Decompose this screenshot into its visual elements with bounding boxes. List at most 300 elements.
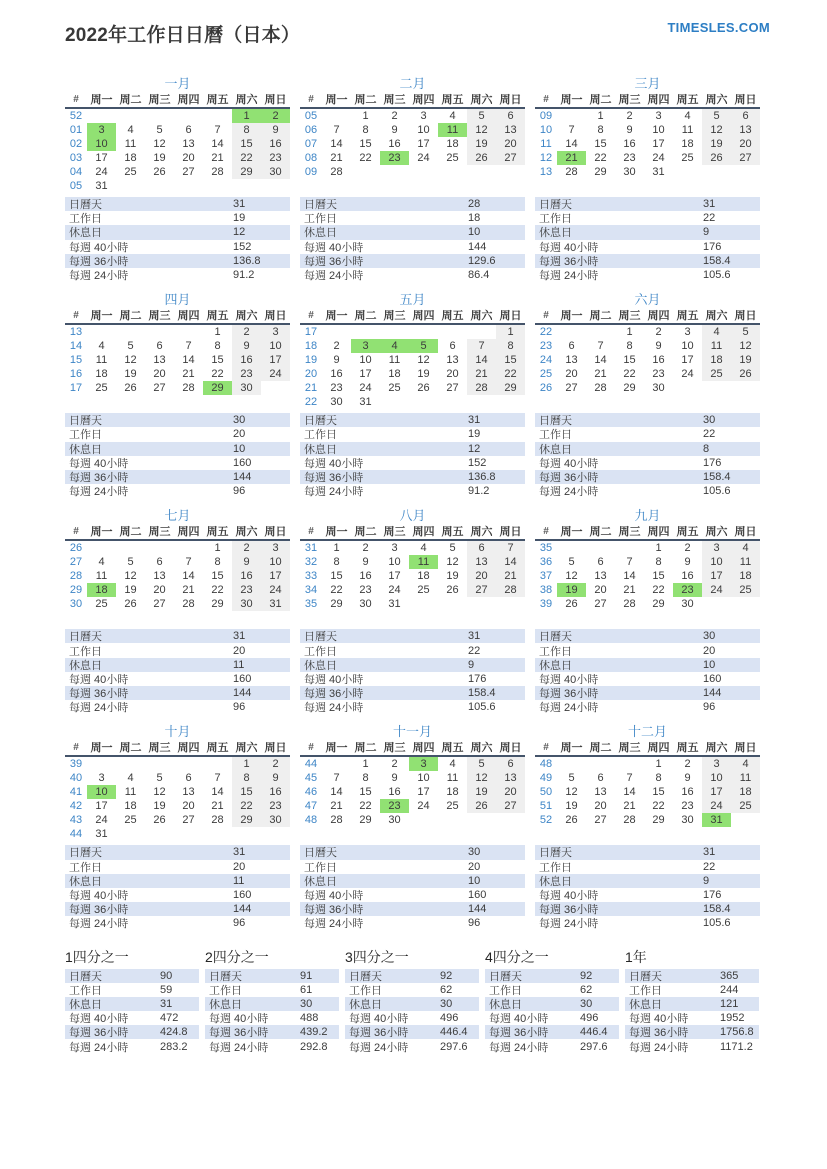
day-cell: 28 <box>496 583 525 597</box>
stat-label: 日曆天 <box>539 199 572 212</box>
stat-row <box>535 211 760 225</box>
weekday-header: 周五 <box>438 91 467 108</box>
stat-value: 19 <box>468 428 481 441</box>
month-block <box>300 505 525 714</box>
stat-label: 每週 40小時 <box>69 241 129 254</box>
day-cell: 10 <box>359 354 372 367</box>
summary-title: 1年 <box>625 948 647 965</box>
day-cell: 21 <box>467 367 496 381</box>
day-cell: 27 <box>153 598 166 611</box>
day-cell: 25 <box>702 367 731 381</box>
day-cell: 31 <box>95 828 108 841</box>
day-cell: 24 <box>702 799 731 813</box>
day-cell: 6 <box>185 772 192 785</box>
day-cell <box>731 381 760 395</box>
week-number: 08 <box>304 152 318 164</box>
stat-label: 每週 40小時 <box>304 241 364 254</box>
day-cell: 9 <box>232 555 261 569</box>
day-cell: 17 <box>417 138 430 150</box>
stat-label: 休息日 <box>209 998 242 1011</box>
day-cell: 16 <box>681 786 694 799</box>
day-cell: 26 <box>467 151 496 165</box>
month-stats-table <box>65 845 290 930</box>
day-cell: 29 <box>330 598 343 611</box>
day-cell <box>174 324 203 339</box>
month-block <box>300 721 525 930</box>
day-cell: 30 <box>232 597 261 611</box>
week-number-column-header: # <box>65 523 87 540</box>
day-cell <box>174 540 203 555</box>
day-cell: 20 <box>731 137 760 151</box>
holiday-day-cell: 23 <box>673 583 702 597</box>
day-cell: 9 <box>684 772 691 785</box>
stat-row <box>300 427 525 441</box>
day-cell: 29 <box>211 598 224 611</box>
stat-label: 工作日 <box>489 984 522 997</box>
stat-value: 152 <box>233 240 252 253</box>
day-cell: 5 <box>127 556 134 569</box>
stat-label: 每週 24小時 <box>69 702 129 715</box>
weekday-header: 周一 <box>557 739 586 756</box>
stat-label: 每週 36小時 <box>629 1027 689 1040</box>
day-cell: 9 <box>684 556 691 569</box>
stat-value: 439.2 <box>300 1026 328 1039</box>
stat-label: 日曆天 <box>539 631 572 644</box>
day-cell <box>203 179 232 193</box>
stat-value: 144 <box>233 903 252 916</box>
week-row <box>65 108 290 123</box>
weekday-header: 周一 <box>87 91 116 108</box>
stat-row <box>485 983 619 997</box>
day-cell: 25 <box>124 166 137 178</box>
day-cell: 26 <box>731 367 760 381</box>
stat-value: 18 <box>468 212 481 225</box>
stat-label: 每週 24小時 <box>69 486 129 499</box>
stat-value: 1952 <box>720 1012 745 1025</box>
weekday-header: 周日 <box>731 523 760 540</box>
stat-row <box>300 700 525 714</box>
months-row <box>65 73 770 282</box>
stat-value: 10 <box>703 658 716 671</box>
day-cell <box>496 597 525 611</box>
day-cell: 13 <box>731 123 760 137</box>
day-cell: 13 <box>182 786 195 799</box>
weekday-header: 周二 <box>586 307 615 324</box>
stat-row <box>300 672 525 686</box>
holiday-day-cell: 2 <box>261 108 290 123</box>
week-number: 28 <box>69 570 83 583</box>
day-cell: 25 <box>446 152 459 164</box>
day-cell: 2 <box>261 756 290 771</box>
day-cell <box>116 827 145 841</box>
month-title: 一月 <box>164 76 191 91</box>
day-cell: 8 <box>362 124 369 136</box>
stat-value: 136.8 <box>233 254 261 267</box>
weekday-header: 周三 <box>380 739 409 756</box>
day-cell: 7 <box>333 124 340 136</box>
day-cell: 20 <box>496 785 525 799</box>
day-cell: 28 <box>211 166 224 178</box>
day-cell <box>145 324 174 339</box>
day-cell <box>586 324 615 339</box>
stat-label: 每週 40小時 <box>629 1013 689 1026</box>
day-cell: 16 <box>652 354 665 367</box>
day-cell: 4 <box>98 556 105 569</box>
stat-row <box>300 484 525 498</box>
day-cell: 19 <box>467 137 496 151</box>
stat-value: 61 <box>300 983 313 996</box>
day-cell: 23 <box>359 584 372 597</box>
stat-label: 日曆天 <box>349 970 382 983</box>
day-cell: 11 <box>702 339 731 353</box>
day-cell: 4 <box>702 324 731 339</box>
day-cell: 18 <box>731 785 760 799</box>
stat-value: 136.8 <box>468 470 496 483</box>
day-cell: 15 <box>232 785 261 799</box>
day-cell: 21 <box>330 800 343 813</box>
stat-label: 日曆天 <box>69 847 102 860</box>
summary-block <box>625 947 759 1054</box>
day-cell: 14 <box>496 555 525 569</box>
stat-label: 每週 40小時 <box>209 1013 269 1026</box>
stat-value: 31 <box>160 997 173 1010</box>
day-cell <box>116 756 145 771</box>
week-row <box>300 813 525 827</box>
day-cell: 29 <box>359 814 372 827</box>
stat-value: 91.2 <box>468 485 490 498</box>
week-row <box>535 339 760 353</box>
weekday-header: 周五 <box>203 523 232 540</box>
stat-row <box>300 211 525 225</box>
day-cell <box>261 381 290 395</box>
month-calendar <box>65 739 290 843</box>
day-cell: 29 <box>496 381 525 395</box>
week-number: 34 <box>304 584 318 597</box>
holiday-day-cell: 31 <box>702 813 731 827</box>
stat-row <box>345 1011 479 1025</box>
stat-row <box>535 413 760 427</box>
week-number-column-header: # <box>535 91 557 108</box>
week-row <box>65 756 290 771</box>
weekday-header: 周六 <box>467 307 496 324</box>
week-row <box>65 324 290 339</box>
day-cell: 13 <box>496 771 525 785</box>
week-number: 02 <box>69 138 83 150</box>
day-cell <box>380 395 409 409</box>
day-cell: 9 <box>232 339 261 353</box>
day-cell: 30 <box>623 166 636 178</box>
day-cell: 13 <box>153 354 166 367</box>
week-number: 15 <box>69 354 83 367</box>
stat-row <box>300 442 525 456</box>
summary-title: 1四分之一 <box>65 948 129 965</box>
day-cell: 12 <box>467 771 496 785</box>
week-row <box>65 381 290 395</box>
stat-label: 工作日 <box>69 429 102 442</box>
day-cell: 14 <box>182 570 195 583</box>
week-number: 32 <box>304 556 318 569</box>
day-cell: 6 <box>731 108 760 123</box>
month-calendar <box>535 523 760 627</box>
day-cell <box>438 813 467 827</box>
weekday-header: 周五 <box>438 523 467 540</box>
stat-value: 22 <box>703 860 716 873</box>
stat-value: 158.4 <box>703 903 731 916</box>
week-number: 44 <box>304 758 318 771</box>
stat-label: 日曆天 <box>304 631 337 644</box>
day-cell: 2 <box>232 540 261 555</box>
day-cell: 6 <box>597 772 604 785</box>
stat-label: 休息日 <box>304 227 337 240</box>
week-number: 05 <box>304 110 318 122</box>
stat-label: 工作日 <box>304 429 337 442</box>
stat-row <box>65 225 290 239</box>
day-cell <box>409 597 438 611</box>
day-cell: 15 <box>232 137 261 151</box>
day-cell: 9 <box>333 354 340 367</box>
day-cell: 5 <box>156 772 163 785</box>
day-cell: 22 <box>232 151 261 165</box>
holiday-day-cell: 21 <box>557 151 586 165</box>
day-cell: 15 <box>211 570 224 583</box>
week-number: 24 <box>539 354 553 367</box>
stat-label: 每週 40小時 <box>349 1013 409 1026</box>
stat-label: 每週 36小時 <box>69 1027 129 1040</box>
stat-row <box>535 686 760 700</box>
stat-row <box>65 1039 199 1053</box>
day-cell: 30 <box>330 396 343 409</box>
day-cell: 25 <box>417 584 430 597</box>
weekday-header: 周四 <box>644 523 673 540</box>
stat-value: 152 <box>468 456 487 469</box>
stat-label: 日曆天 <box>629 970 662 983</box>
day-cell: 26 <box>153 814 166 827</box>
week-number: 16 <box>69 368 83 381</box>
day-cell: 27 <box>496 151 525 165</box>
timesles-logo-link[interactable]: TIMESLES.COM <box>667 20 770 35</box>
week-row <box>65 799 290 813</box>
stat-row <box>535 860 760 874</box>
stat-value: 446.4 <box>440 1026 468 1039</box>
day-cell: 27 <box>496 799 525 813</box>
stat-row <box>65 672 290 686</box>
stat-row <box>345 1039 479 1053</box>
stat-label: 工作日 <box>349 984 382 997</box>
stat-row <box>625 1011 759 1025</box>
day-cell: 4 <box>731 540 760 555</box>
weekday-header: 周二 <box>586 91 615 108</box>
day-cell: 6 <box>156 340 163 353</box>
stat-row <box>535 643 760 657</box>
stat-row <box>65 1025 199 1039</box>
day-cell: 7 <box>214 772 221 785</box>
weekday-header: 周五 <box>673 523 702 540</box>
day-cell: 30 <box>261 165 290 179</box>
stat-label: 休息日 <box>69 227 102 240</box>
stat-value: 160 <box>233 672 252 685</box>
day-cell: 25 <box>446 800 459 813</box>
month-title: 三月 <box>634 76 661 91</box>
stat-row <box>300 254 525 268</box>
week-number: 21 <box>304 382 318 395</box>
day-cell: 5 <box>731 324 760 339</box>
day-cell: 10 <box>652 124 665 136</box>
weekday-header: 周六 <box>467 91 496 108</box>
day-cell: 26 <box>446 584 459 597</box>
weekday-header: 周六 <box>467 523 496 540</box>
week-number: 38 <box>539 584 553 597</box>
stat-label: 每週 24小時 <box>69 1041 129 1054</box>
week-row <box>300 353 525 367</box>
stat-value: 8 <box>703 442 710 455</box>
stat-value: 96 <box>468 917 481 930</box>
day-cell: 4 <box>684 110 691 122</box>
stat-label: 日曆天 <box>69 970 102 983</box>
week-row <box>535 353 760 367</box>
stat-label: 每週 40小時 <box>539 457 599 470</box>
week-number: 35 <box>304 598 318 611</box>
day-cell: 22 <box>211 368 224 381</box>
day-cell: 27 <box>731 151 760 165</box>
day-cell: 17 <box>261 353 290 367</box>
stat-value: 86.4 <box>468 269 490 282</box>
day-cell <box>116 179 145 193</box>
weekday-header: 周三 <box>380 307 409 324</box>
week-number: 22 <box>539 326 553 339</box>
day-cell: 24 <box>95 814 108 827</box>
weekday-header: 周六 <box>232 307 261 324</box>
day-cell: 17 <box>359 368 372 381</box>
stat-label: 休息日 <box>489 998 522 1011</box>
day-cell <box>673 381 702 395</box>
week-row <box>65 583 290 597</box>
stat-label: 工作日 <box>209 984 242 997</box>
day-cell: 7 <box>333 772 340 785</box>
stat-row <box>345 997 479 1011</box>
week-row <box>65 771 290 785</box>
day-cell: 22 <box>359 800 372 813</box>
day-cell: 13 <box>565 354 578 367</box>
months-row <box>65 289 770 498</box>
weekday-header: 周日 <box>261 307 290 324</box>
day-cell: 31 <box>261 597 290 611</box>
stat-value: 30 <box>300 997 313 1010</box>
month-title: 四月 <box>164 292 191 308</box>
day-cell: 4 <box>420 542 427 555</box>
day-cell: 22 <box>359 152 372 164</box>
day-cell: 30 <box>388 814 401 827</box>
day-cell <box>557 108 586 123</box>
day-cell: 11 <box>95 354 108 367</box>
day-cell: 14 <box>565 138 578 150</box>
weekday-header: 周一 <box>557 307 586 324</box>
weekday-header: 周日 <box>731 307 760 324</box>
day-cell: 15 <box>211 354 224 367</box>
day-cell: 3 <box>261 324 290 339</box>
day-cell: 4 <box>127 772 134 785</box>
day-cell: 8 <box>655 556 662 569</box>
page-title: 2022年工作日日曆（日本） <box>65 25 301 46</box>
stat-label: 每週 24小時 <box>629 1041 689 1054</box>
stat-row <box>485 1039 619 1053</box>
stat-row <box>485 997 619 1011</box>
day-cell: 23 <box>652 368 665 381</box>
stat-value: 160 <box>233 456 252 469</box>
day-cell: 9 <box>655 340 662 353</box>
stat-label: 每週 36小時 <box>539 688 599 701</box>
weekday-header: 周四 <box>409 739 438 756</box>
day-cell <box>87 324 116 339</box>
stat-label: 每週 24小時 <box>539 918 599 931</box>
day-cell: 26 <box>565 598 578 611</box>
stat-value: 176 <box>703 240 722 253</box>
day-cell: 31 <box>359 396 372 409</box>
day-cell: 22 <box>652 584 665 597</box>
week-row <box>535 555 760 569</box>
stat-row <box>65 969 199 983</box>
week-row <box>535 813 760 827</box>
week-number: 11 <box>540 138 552 150</box>
months-grid <box>65 73 770 931</box>
day-cell: 28 <box>330 166 343 178</box>
day-cell: 14 <box>211 138 224 150</box>
week-number-column-header: # <box>535 307 557 324</box>
weekday-header: 周二 <box>586 523 615 540</box>
month-stats-table <box>300 845 525 930</box>
day-cell <box>145 179 174 193</box>
stat-value: 30 <box>468 846 481 859</box>
stat-row <box>345 969 479 983</box>
week-number: 52 <box>539 814 553 827</box>
stat-row <box>625 1025 759 1039</box>
day-cell: 23 <box>261 799 290 813</box>
stat-value: 31 <box>233 846 246 859</box>
day-cell: 8 <box>214 556 221 569</box>
weekday-header: 周二 <box>351 307 380 324</box>
stat-row <box>65 240 290 254</box>
week-number: 14 <box>69 340 83 353</box>
week-number: 45 <box>304 772 318 785</box>
day-cell: 28 <box>182 598 195 611</box>
day-cell: 16 <box>681 570 694 583</box>
stat-value: 30 <box>703 630 716 643</box>
weekday-header: 周二 <box>116 307 145 324</box>
stat-label: 工作日 <box>69 861 102 874</box>
stat-value: 297.6 <box>440 1040 468 1053</box>
day-cell <box>438 165 467 179</box>
day-cell: 26 <box>702 151 731 165</box>
weekday-header: 周五 <box>673 91 702 108</box>
summary-stats-table <box>65 969 199 1054</box>
day-cell: 10 <box>702 555 731 569</box>
day-cell: 24 <box>261 583 290 597</box>
weekday-header: 周六 <box>702 91 731 108</box>
week-row <box>535 108 760 123</box>
stat-row <box>65 888 290 902</box>
stat-label: 每週 40小時 <box>539 241 599 254</box>
month-calendar <box>535 307 760 411</box>
week-row <box>300 569 525 583</box>
month-stats-table <box>535 413 760 498</box>
week-row <box>535 137 760 151</box>
day-cell: 20 <box>182 152 195 164</box>
weekday-header: 周一 <box>322 523 351 540</box>
day-cell: 25 <box>124 814 137 827</box>
day-cell: 1 <box>626 326 633 339</box>
stat-row <box>300 268 525 282</box>
day-cell: 8 <box>496 339 525 353</box>
day-cell: 12 <box>124 570 137 583</box>
